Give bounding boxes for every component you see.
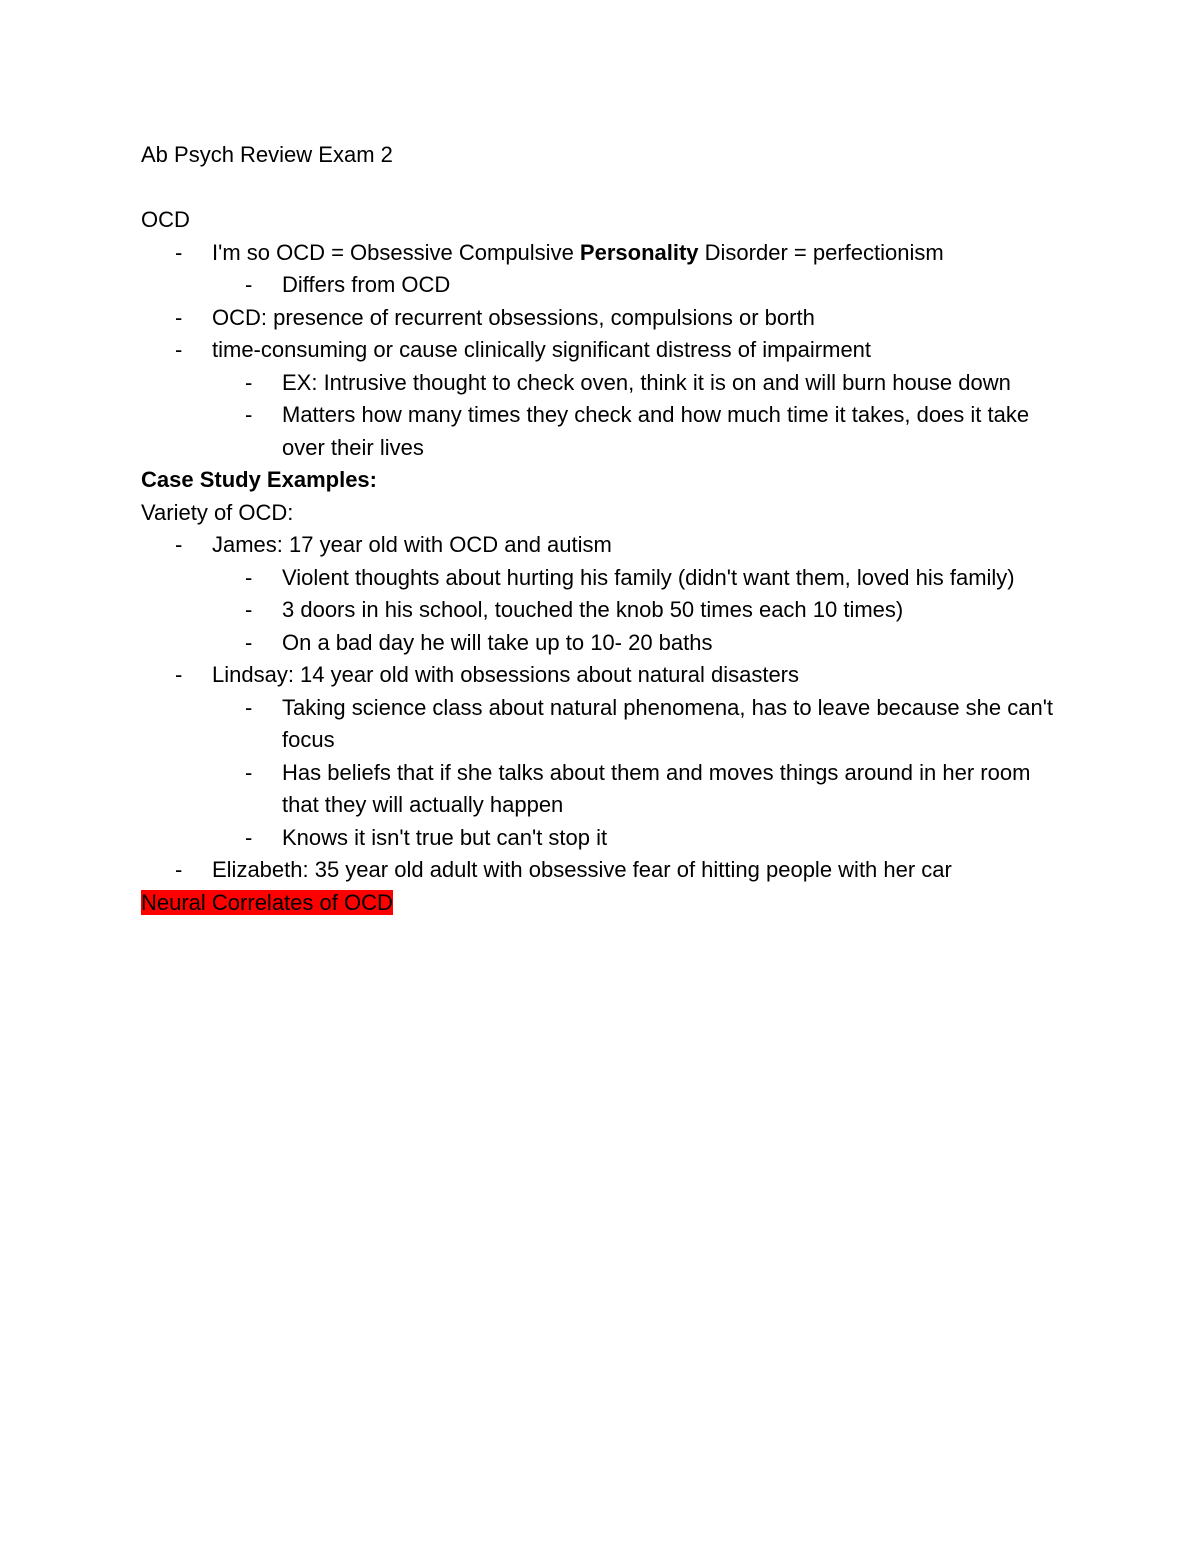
- bullet-dash: -: [245, 629, 253, 655]
- list-item: [141, 594, 1061, 627]
- section-heading-ocd: OCD: [141, 207, 190, 232]
- list-item: [141, 334, 1061, 367]
- list-item: [141, 399, 1061, 464]
- bullet-dash: -: [175, 304, 183, 330]
- list-item: [141, 692, 1061, 757]
- bullet-dash: -: [175, 857, 183, 882]
- list-item: [141, 237, 1061, 270]
- case-study-heading: Case Study Examples:: [141, 467, 377, 492]
- bullet-text: Differs from OCD: [282, 272, 451, 297]
- list-item: [141, 822, 1061, 855]
- list-item: [141, 302, 1061, 335]
- bullet-text-part: I'm so OCD = Obsessive Compulsive: [212, 239, 580, 265]
- document-title: Ab Psych Review Exam 2: [141, 142, 393, 167]
- bullet-text: 3 doors in his school, touched the knob 50 times each 10 times): [282, 597, 904, 622]
- bullet-dash: -: [245, 369, 253, 395]
- bullet-text: On a bad day he will take up to 10- 20 baths: [282, 629, 713, 655]
- variety-label: Variety of OCD:: [141, 499, 294, 525]
- bullet-dash: -: [175, 337, 183, 362]
- bullet-dash: -: [245, 694, 253, 720]
- list-item: [141, 529, 1061, 562]
- list-item: [141, 757, 1061, 822]
- bullet-text: Taking science class about natural phenomena, has to leave because she can't focus: [282, 694, 1054, 752]
- list-item: [141, 269, 1061, 302]
- bullet-text: Has beliefs that if she talks about them and moves things around in her room that they will actually happen: [282, 759, 1031, 817]
- document-body: [141, 139, 1061, 919]
- bullet-dash: -: [245, 564, 253, 590]
- list-item: [141, 659, 1061, 692]
- bullet-dash: -: [245, 272, 253, 297]
- bullet-text: EX: Intrusive thought to check oven, think it is on and will burn house down: [282, 369, 1011, 395]
- highlighted-heading: Neural Correlates of OCD: [141, 889, 393, 915]
- bullet-text: James: 17 year old with OCD and autism: [212, 532, 612, 557]
- bullet-dash: -: [175, 239, 183, 265]
- bullet-text-part: Disorder = perfectionism: [698, 239, 944, 265]
- bold-term: Personality: [579, 239, 699, 265]
- bullet-text: Knows it isn't true but can't stop it: [282, 824, 608, 850]
- bullet-dash: -: [175, 662, 183, 687]
- list-item: [141, 627, 1061, 660]
- bullet-text: Lindsay: 14 year old with obsessions about natural disasters: [212, 662, 800, 687]
- list-item: [141, 854, 1061, 887]
- bullet-dash: -: [175, 532, 183, 557]
- bullet-text: Matters how many times they check and how much time it takes, does it take over their lives: [282, 402, 1030, 460]
- bullet-text: time-consuming or cause clinically significant distress of impairment: [212, 337, 872, 362]
- bullet-text: OCD: presence of recurrent obsessions, compulsions or borth: [212, 304, 815, 330]
- list-item: [141, 562, 1061, 595]
- bullet-dash: -: [245, 597, 253, 622]
- blank-line: [141, 172, 1061, 205]
- bullet-dash: -: [245, 824, 253, 850]
- bullet-text: Violent thoughts about hurting his family (didn't want them, loved his family): [282, 564, 1015, 590]
- neural-heading-line: [141, 887, 1061, 920]
- bullet-dash: -: [245, 402, 253, 427]
- bullet-dash: -: [245, 759, 253, 785]
- list-item: [141, 367, 1061, 400]
- bullet-text: Elizabeth: 35 year old adult with obsessive fear of hitting people with her car: [212, 857, 952, 882]
